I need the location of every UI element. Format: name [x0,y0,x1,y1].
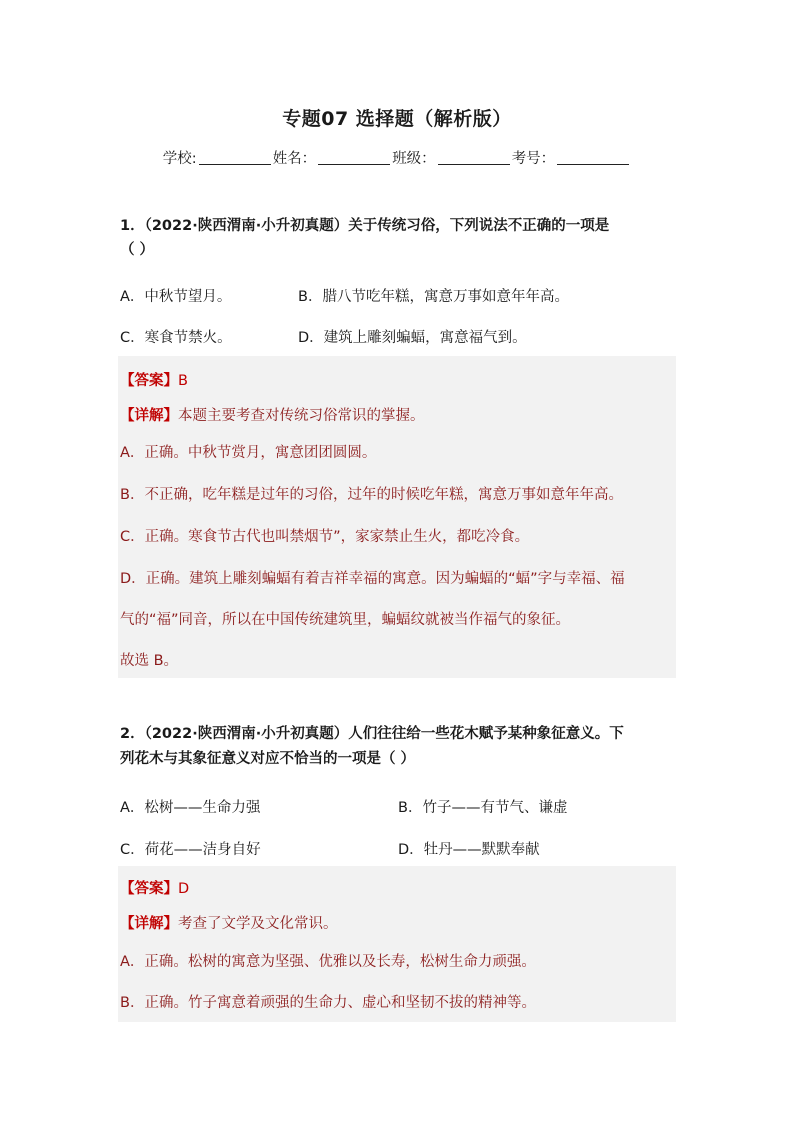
q1-conclusion: 故选 B。 [120,653,179,669]
q2-option-a: A．松树——生命力强 [120,800,261,816]
student-info-line [0,147,794,168]
school-blank [199,150,271,165]
class-blank [438,150,510,165]
q2-option-c: C．荷花——洁身自好 [120,842,261,858]
q1-detail-tag: 【详解】 [120,408,178,424]
q2-answer-tag: 【答案】 [120,881,178,897]
question-2-stem [120,724,680,770]
q1-explanation-d-cont: 气的“福”同音，所以在中国传统建筑里，蝙蝠纹就被当作福气的象征。 [120,612,571,628]
q1-detail-line [120,404,425,425]
q1-explanation-c: C．正确。寒食节古代也叫禁烟节”，家家禁止生火，都吃冷食。 [120,529,530,545]
q1-explanation-b: B．不正确，吃年糕是过年的习俗，过年的时候吃年糕，寓意万事如意年年高。 [120,487,623,503]
number-blank [557,150,629,165]
name-blank [318,150,390,165]
q2-answer-box [118,866,676,1022]
school-label: 学校: [162,151,197,167]
q2-option-b: B．竹子——有节气、谦虚 [398,800,568,816]
number-label: 考号： [511,151,556,167]
name-label: 姓名： [272,151,317,167]
q1-answer-tag: 【答案】 [120,373,178,389]
question-1-stem [120,216,680,261]
q1-option-b: B．腊八节吃年糕，寓意万事如意年年高。 [298,289,569,305]
q2-detail-tag: 【详解】 [120,916,178,932]
q2-explanation-a: A．正确。松树的寓意为坚强、优雅以及长寿，松树生命力顽强。 [120,954,536,970]
page-title: 专题07 选择题（解析版） [282,108,512,130]
question-1-stem-line1: 1．（2022·陕西渭南·小升初真题）关于传统习俗，下列说法不正确的一项是 [120,218,610,234]
q1-answer-box [118,356,676,678]
question-2-stem-line2: 列花木与其象征意义对应不恰当的一项是（ ） [120,751,416,768]
q1-option-a: A．中秋节望月。 [120,289,232,305]
q1-answer-line [120,369,188,390]
q1-explanation-a: A．正确。中秋节赏月，寓意团团圆圆。 [120,445,377,461]
question-2-stem-line1: 2．（2022·陕西渭南·小升初真题）人们往往给一些花木赋予某种象征意义。下 [120,726,624,742]
question-1-stem-line2: （ ） [120,242,155,259]
q2-answer-line [120,877,189,898]
q1-explanation-d: D．正确。建筑上雕刻蝙蝠有着吉祥幸福的寓意。因为蝙蝠的“蝠”字与幸福、福 [120,571,625,587]
class-label: 班级： [392,151,436,167]
q2-detail-line [120,912,338,933]
q1-option-d: D．建筑上雕刻蝙蝠，寓意福气到。 [298,330,527,346]
q2-answer-value: D [178,881,190,897]
q1-option-c: C．寒食节禁火。 [120,330,232,346]
q2-option-d: D．牡丹——默默奉献 [398,842,540,858]
q1-detail-text: 本题主要考查对传统习俗常识的掌握。 [178,408,425,424]
q2-detail-text: 考查了文学及文化常识。 [178,916,338,932]
q1-answer-value: B [178,373,188,389]
q2-explanation-b: B．正确。竹子寓意着顽强的生命力、虚心和坚韧不拔的精神等。 [120,995,536,1011]
